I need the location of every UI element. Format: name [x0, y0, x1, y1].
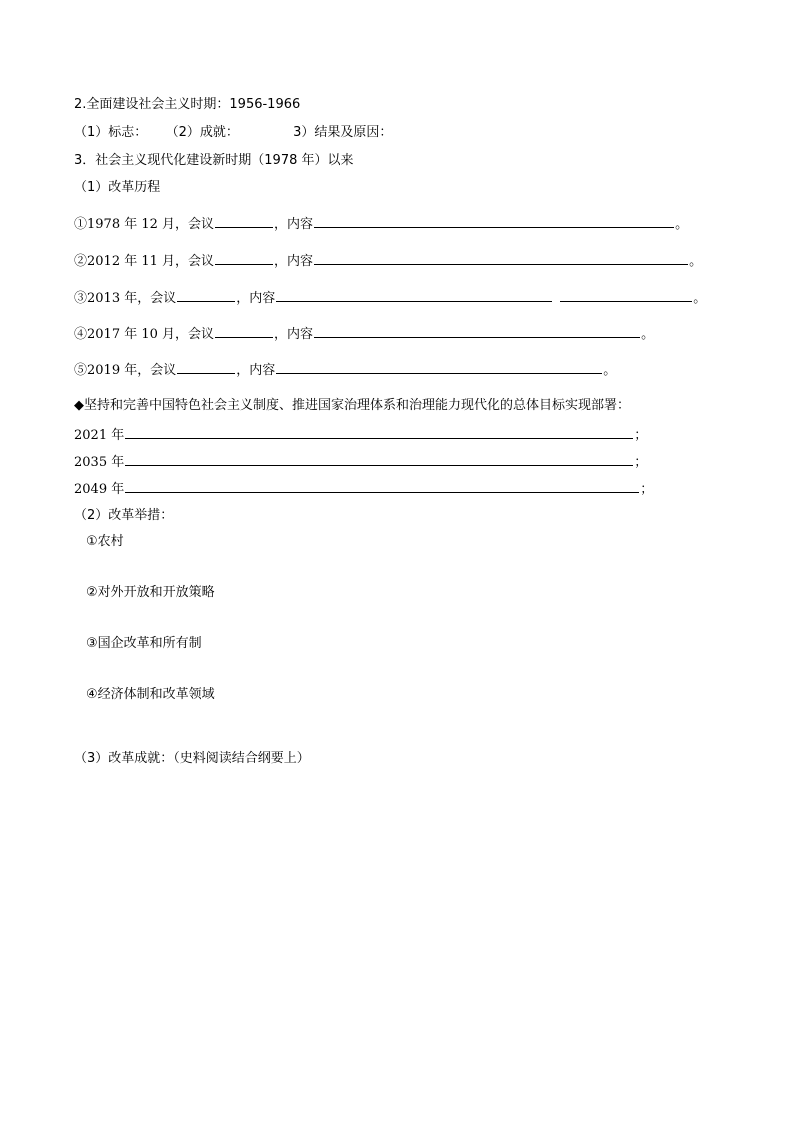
- section3-heading: 3．社会主义现代化建设新时期（1978 年）以来: [74, 153, 354, 168]
- content-blank[interactable]: [314, 324, 640, 338]
- timeline-date: 2013 年，会议: [87, 291, 177, 306]
- goal-blank[interactable]: [125, 452, 633, 466]
- goal-year: 2035 年: [74, 455, 125, 470]
- content-label: ，内容: [274, 217, 314, 232]
- content-blank[interactable]: [560, 288, 692, 302]
- content-blank[interactable]: [276, 288, 552, 302]
- result-label: 3）结果及原因：: [293, 125, 393, 140]
- timeline-marker: ③: [74, 291, 88, 306]
- timeline-marker: ①: [74, 217, 88, 232]
- goal-end: ；: [634, 455, 648, 470]
- meeting-blank[interactable]: [215, 324, 273, 338]
- end-mark: 。: [641, 327, 655, 342]
- section2-sub-items: [74, 124, 392, 142]
- timeline-date: 1978 年 12 月，会议: [87, 217, 215, 232]
- meeting-blank[interactable]: [215, 214, 273, 228]
- end-mark: 。: [693, 291, 707, 306]
- goals-heading: ◆坚持和完善中国特色社会主义制度、推进国家治理体系和治理能力现代化的总体目标实现部署：: [74, 398, 630, 413]
- meeting-blank[interactable]: [177, 288, 235, 302]
- sign-label: （1）标志：: [74, 125, 148, 140]
- content-blank[interactable]: [314, 214, 674, 228]
- meeting-blank[interactable]: [215, 251, 273, 265]
- goal-year: 2049 年: [74, 482, 125, 497]
- achievement-label: （2）成就：: [165, 125, 239, 140]
- timeline-date: 2012 年 11 月，会议: [87, 254, 215, 269]
- goal-blank[interactable]: [125, 425, 633, 439]
- meeting-blank[interactable]: [177, 360, 235, 374]
- measure-item: ③国企改革和所有制: [86, 636, 202, 651]
- measure-item: ④经济体制和改革领域: [86, 687, 215, 702]
- measures-title: （2）改革举措：: [74, 508, 174, 523]
- timeline-marker: ④: [74, 327, 88, 342]
- content-label: ，内容: [274, 327, 314, 342]
- measure-item: ②对外开放和开放策略: [86, 585, 215, 600]
- measure-item: ①农村: [86, 534, 124, 549]
- goal-item: [74, 479, 653, 499]
- timeline-item: [74, 214, 688, 234]
- section2-heading: 2.全面建设社会主义时期：1956-1966: [74, 97, 301, 112]
- goal-end: ；: [640, 482, 654, 497]
- content-label: ，内容: [236, 291, 276, 306]
- timeline-item: [74, 360, 616, 380]
- timeline-marker: ②: [74, 254, 88, 269]
- timeline-item: [74, 251, 702, 271]
- timeline-item: [74, 288, 706, 308]
- timeline-date: 2017 年 10 月，会议: [87, 327, 215, 342]
- end-mark: 。: [675, 217, 689, 232]
- goal-year: 2021 年: [74, 428, 125, 443]
- process-title: （1）改革历程: [74, 180, 161, 195]
- content-label: ，内容: [236, 363, 276, 378]
- goal-end: ；: [634, 428, 648, 443]
- goal-blank[interactable]: [125, 479, 639, 493]
- timeline-date: 2019 年，会议: [87, 363, 177, 378]
- content-blank[interactable]: [276, 360, 602, 374]
- timeline-marker: ⑤: [74, 363, 88, 378]
- goal-item: [74, 452, 647, 472]
- content-blank[interactable]: [314, 251, 688, 265]
- content-label: ，内容: [274, 254, 314, 269]
- end-mark: 。: [689, 254, 703, 269]
- end-mark: 。: [603, 363, 617, 378]
- goal-item: [74, 425, 647, 445]
- achievements-title: （3）改革成就：（史料阅读结合纲要上）: [74, 751, 310, 766]
- timeline-item: [74, 324, 654, 344]
